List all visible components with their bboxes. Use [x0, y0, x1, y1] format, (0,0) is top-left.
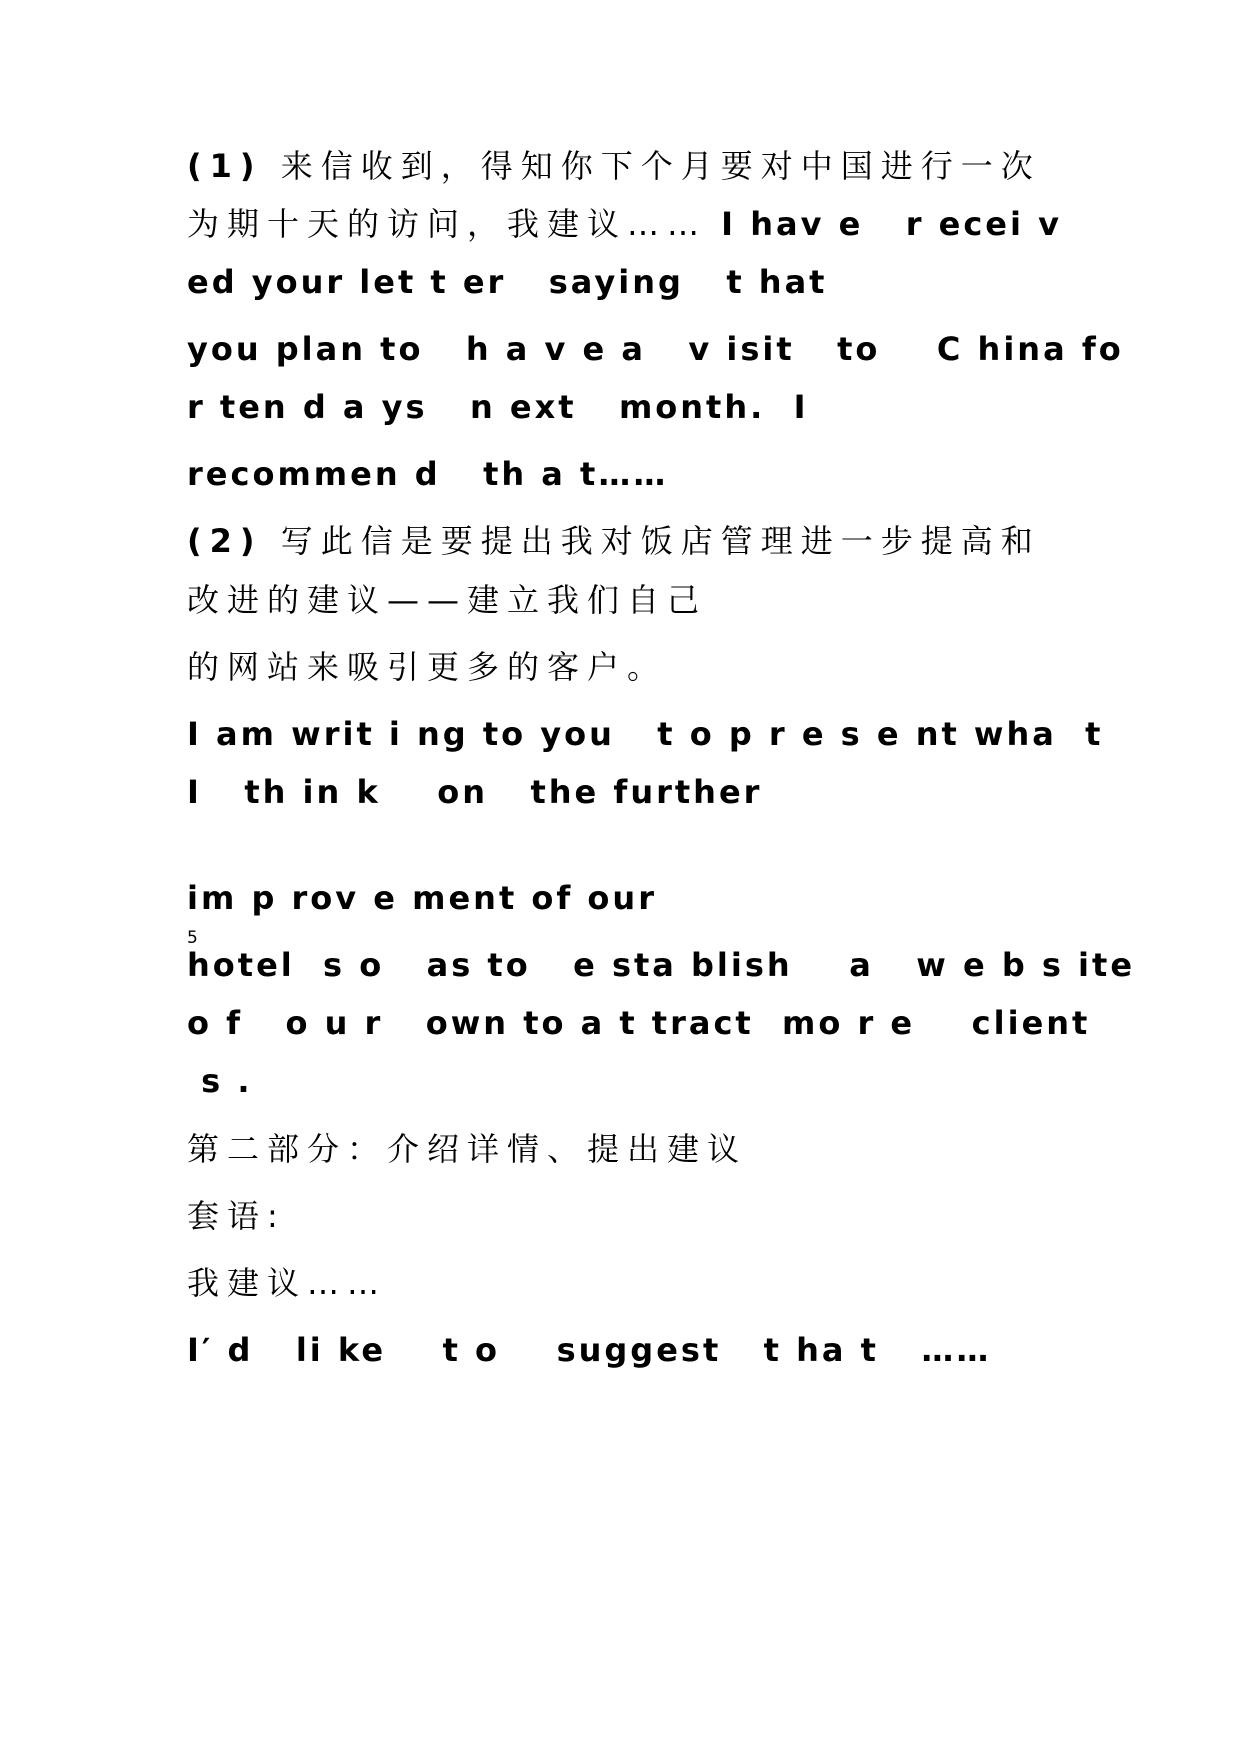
- text-line-13: hotel s o as to e sta blish a w e b s ite: [187, 946, 1136, 984]
- text-line-3: ed your let t er saying t hat: [187, 263, 828, 301]
- text-line-1: (1) 来信收到，得知你下个月要对中国进行一次: [187, 147, 1041, 185]
- text-line-2: 为期十天的访问，我建议…… I hav e r ecei v: [187, 205, 1062, 243]
- text-line-7: (2) 写此信是要提出我对饭店管理进一步提高和: [187, 522, 1041, 560]
- text-line-14: o f o u r own to a t tract mo r e client: [187, 1004, 1091, 1042]
- text-line-18: 我建议……: [187, 1264, 388, 1302]
- page-number: 5: [187, 928, 198, 948]
- text-line-15: s .: [187, 1062, 253, 1100]
- text-line-19: I′ d li ke t o suggest t ha t ……: [187, 1331, 992, 1369]
- text-line-10: I am writ i ng to you t o p r e s e nt wha t: [187, 715, 1104, 753]
- text-line-16: 第二部分：介绍详情、提出建议: [187, 1130, 748, 1168]
- text-line-17: 套语:: [187, 1197, 286, 1235]
- text-line-11: I th in k on the further: [187, 773, 763, 811]
- text-line-5: r ten d a ys n ext month. I: [187, 388, 809, 426]
- text-line-8: 改进的建议——建立我们自己: [187, 581, 708, 619]
- text-line-12: im p rov e ment of our: [187, 879, 657, 917]
- text-line-4: you plan to h a v e a v isit to C hina fo: [187, 330, 1124, 368]
- text-line-6: recommen d th a t……: [187, 455, 669, 493]
- text-line-9: 的网站来吸引更多的客户。: [187, 648, 668, 686]
